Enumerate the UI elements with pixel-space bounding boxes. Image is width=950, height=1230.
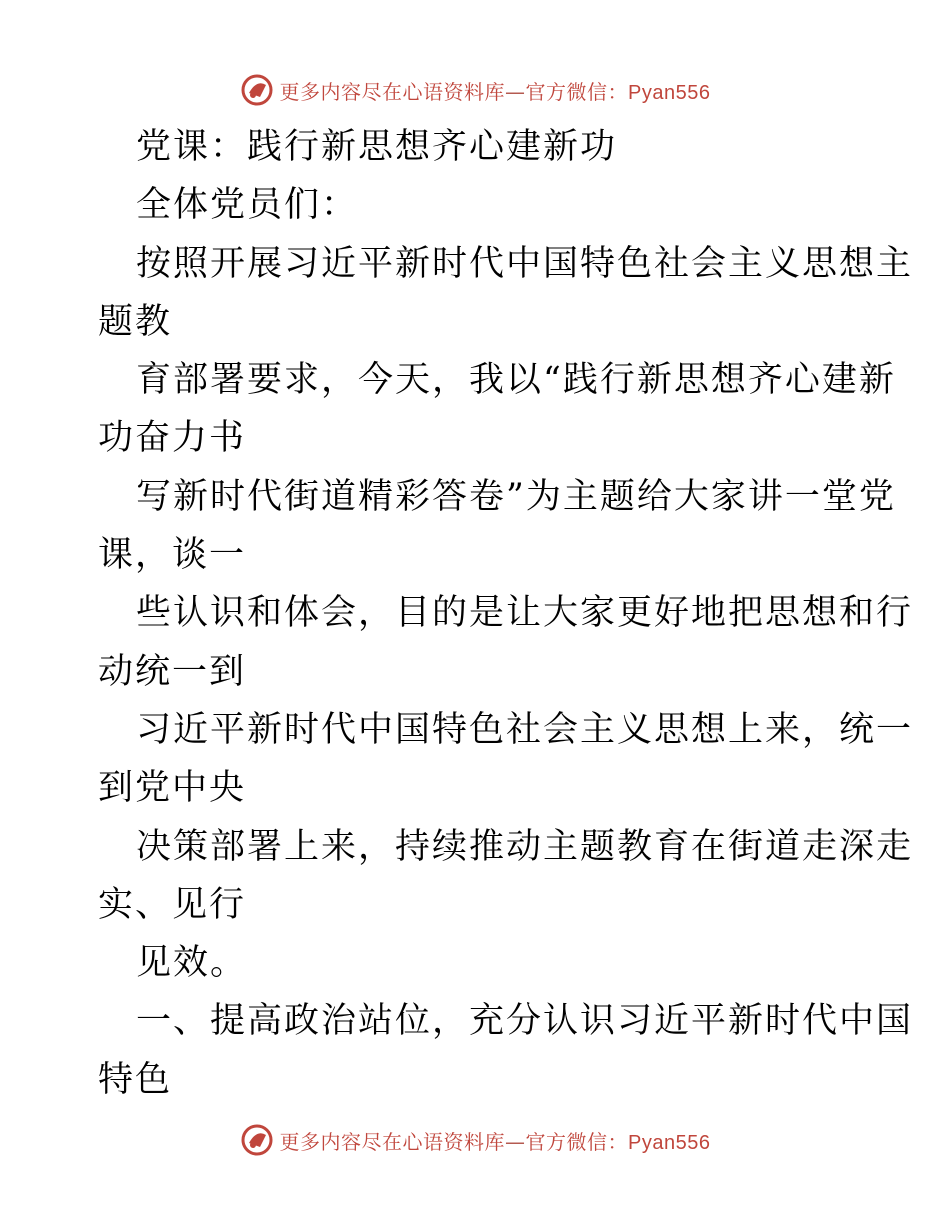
- paragraph-line: 习近平新时代中国特色社会主义思想上来，统一: [136, 709, 914, 750]
- paragraph-line: 育部署要求，今天，我以“践行新思想齐心建新: [136, 360, 896, 401]
- paragraph-line: 动统一到: [98, 651, 247, 692]
- section-heading: 一、提高政治站位，充分认识习近平新时代中国: [136, 1001, 914, 1042]
- paragraph-line: 题教: [98, 301, 173, 342]
- banner-text: 更多内容尽在心语资料库—官方微信：Pyan556: [279, 1129, 711, 1154]
- paragraph-line: 课，谈一: [98, 535, 247, 576]
- doc-title: 党课：践行新思想齐心建新功: [136, 127, 618, 167]
- header-banner: [0, 70, 950, 110]
- paragraph-line: 些认识和体会，目的是让大家更好地把思想和行: [136, 593, 914, 634]
- paragraph-line: 功奋力书: [98, 418, 247, 459]
- paragraph-line: 按照开展习近平新时代中国特色社会主义思想主: [136, 243, 914, 284]
- document-body: [98, 118, 914, 1109]
- paragraph-line: 实、见行: [98, 884, 247, 925]
- salutation: 全体党员们：: [136, 185, 359, 226]
- section-heading-cont: 特色: [98, 1059, 173, 1100]
- logo-icon: [240, 1123, 274, 1157]
- paragraph-line: 决策部署上来，持续推动主题教育在街道走深走: [136, 826, 914, 867]
- paragraph-line: 写新时代街道精彩答卷”为主题给大家讲一堂党: [136, 476, 896, 517]
- paragraph-line: 见效。: [136, 943, 248, 984]
- paragraph-line: 到党中央: [98, 768, 247, 809]
- footer-banner: [0, 1120, 950, 1160]
- logo-icon: [240, 73, 274, 107]
- banner-text: 更多内容尽在心语资料库—官方微信：Pyan556: [279, 79, 711, 104]
